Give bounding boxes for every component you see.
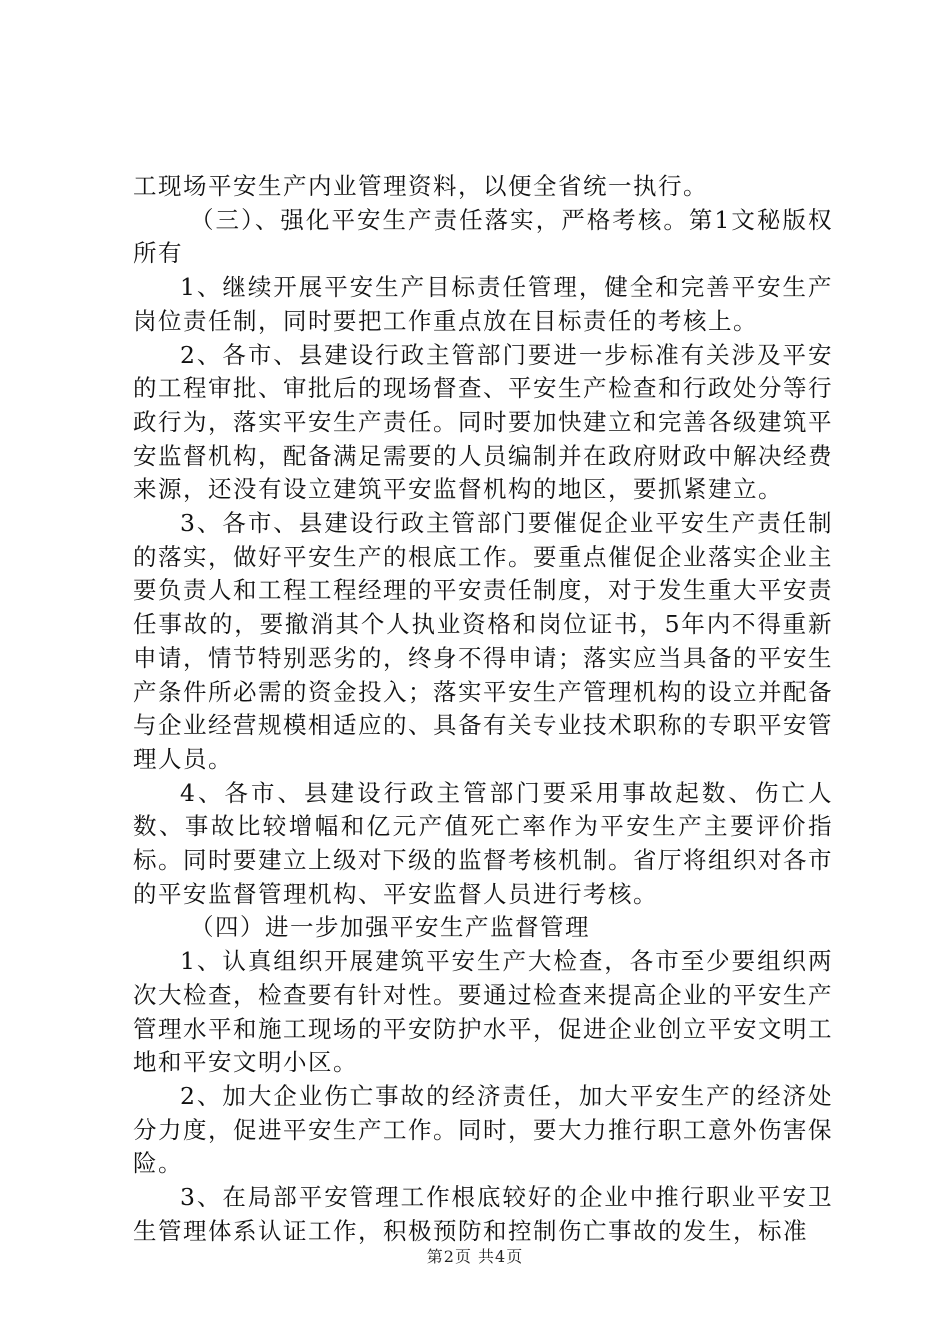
page-number-label: 第2页 共4页 <box>426 1247 524 1266</box>
paragraph-continuation: 工现场平安生产内业管理资料，以便全省统一执行。 <box>133 172 708 200</box>
paragraph-item-4-3: 3、在局部平安管理工作根底较好的企业中推行职业平安卫生管理体系认证工作，积极预防和控制伤亡事故的发生，标准 <box>133 1183 833 1245</box>
paragraph-item-3-3: 3、各市、县建设行政主管部门要催促企业平安生产责任制的落实，做好平安生产的根底工作。要重点催促企业落实企业主要负责人和工程工程经理的平安责任制度，对于发生重大平安责任事故的，要撤消其个人执业资格和岗位证书，5年内不得重新申请，情节特别恶劣的，终身不得申请；落实应当具备的平安生产条件所必需的资金投入；落实平安生产管理机构的设立并配备与企业经营规模相适应的、具备有关专业技术职称的专职平安管理人员。 <box>133 509 833 773</box>
paragraph-item-4-1: 1、认真组织开展建筑平安生产大检查，各市至少要组织两次大检查，检查要有针对性。要通过检查来提高企业的平安生产管理水平和施工现场的平安防护水平，促进企业创立平安文明工地和平安文明小区。 <box>133 947 833 1077</box>
section-heading-4: （四）进一步加强平安生产监督管理 <box>190 913 590 942</box>
paragraph-item-3-4: 4、各市、县建设行政主管部门要采用事故起数、伤亡人数、事故比较增幅和亿元产值死亡率作为平安生产主要评价指标。同时要建立上级对下级的监督考核机制。省厅将组织对各市的平安监督管理机构、平安监督人员进行考核。 <box>133 778 833 908</box>
paragraph-item-4-2: 2、加大企业伤亡事故的经济责任，加大平安生产的经济处分力度，促进平安生产工作。同时，要大力推行职工意外伤害保险。 <box>133 1081 833 1178</box>
paragraph-item-3-1: 1、继续开展平安生产目标责任管理，健全和完善平安生产岗位责任制，同时要把工作重点放在目标责任的考核上。 <box>133 273 833 335</box>
page-footer <box>0 1244 950 1267</box>
document-body <box>133 170 833 1249</box>
section-heading-3: （三）、强化平安生产责任落实，严格考核。第1文秘版权所有 <box>133 205 833 268</box>
paragraph-item-3-2: 2、各市、县建设行政主管部门要进一步标准有关涉及平安的工程审批、审批后的现场督查、平安生产检查和行政处分等行政行为，落实平安生产责任。同时要加快建立和完善各级建筑平安监督机构，配备满足需要的人员编制并在政府财政中解决经费来源，还没有设立建筑平安监督机构的地区，要抓紧建立。 <box>133 340 833 504</box>
